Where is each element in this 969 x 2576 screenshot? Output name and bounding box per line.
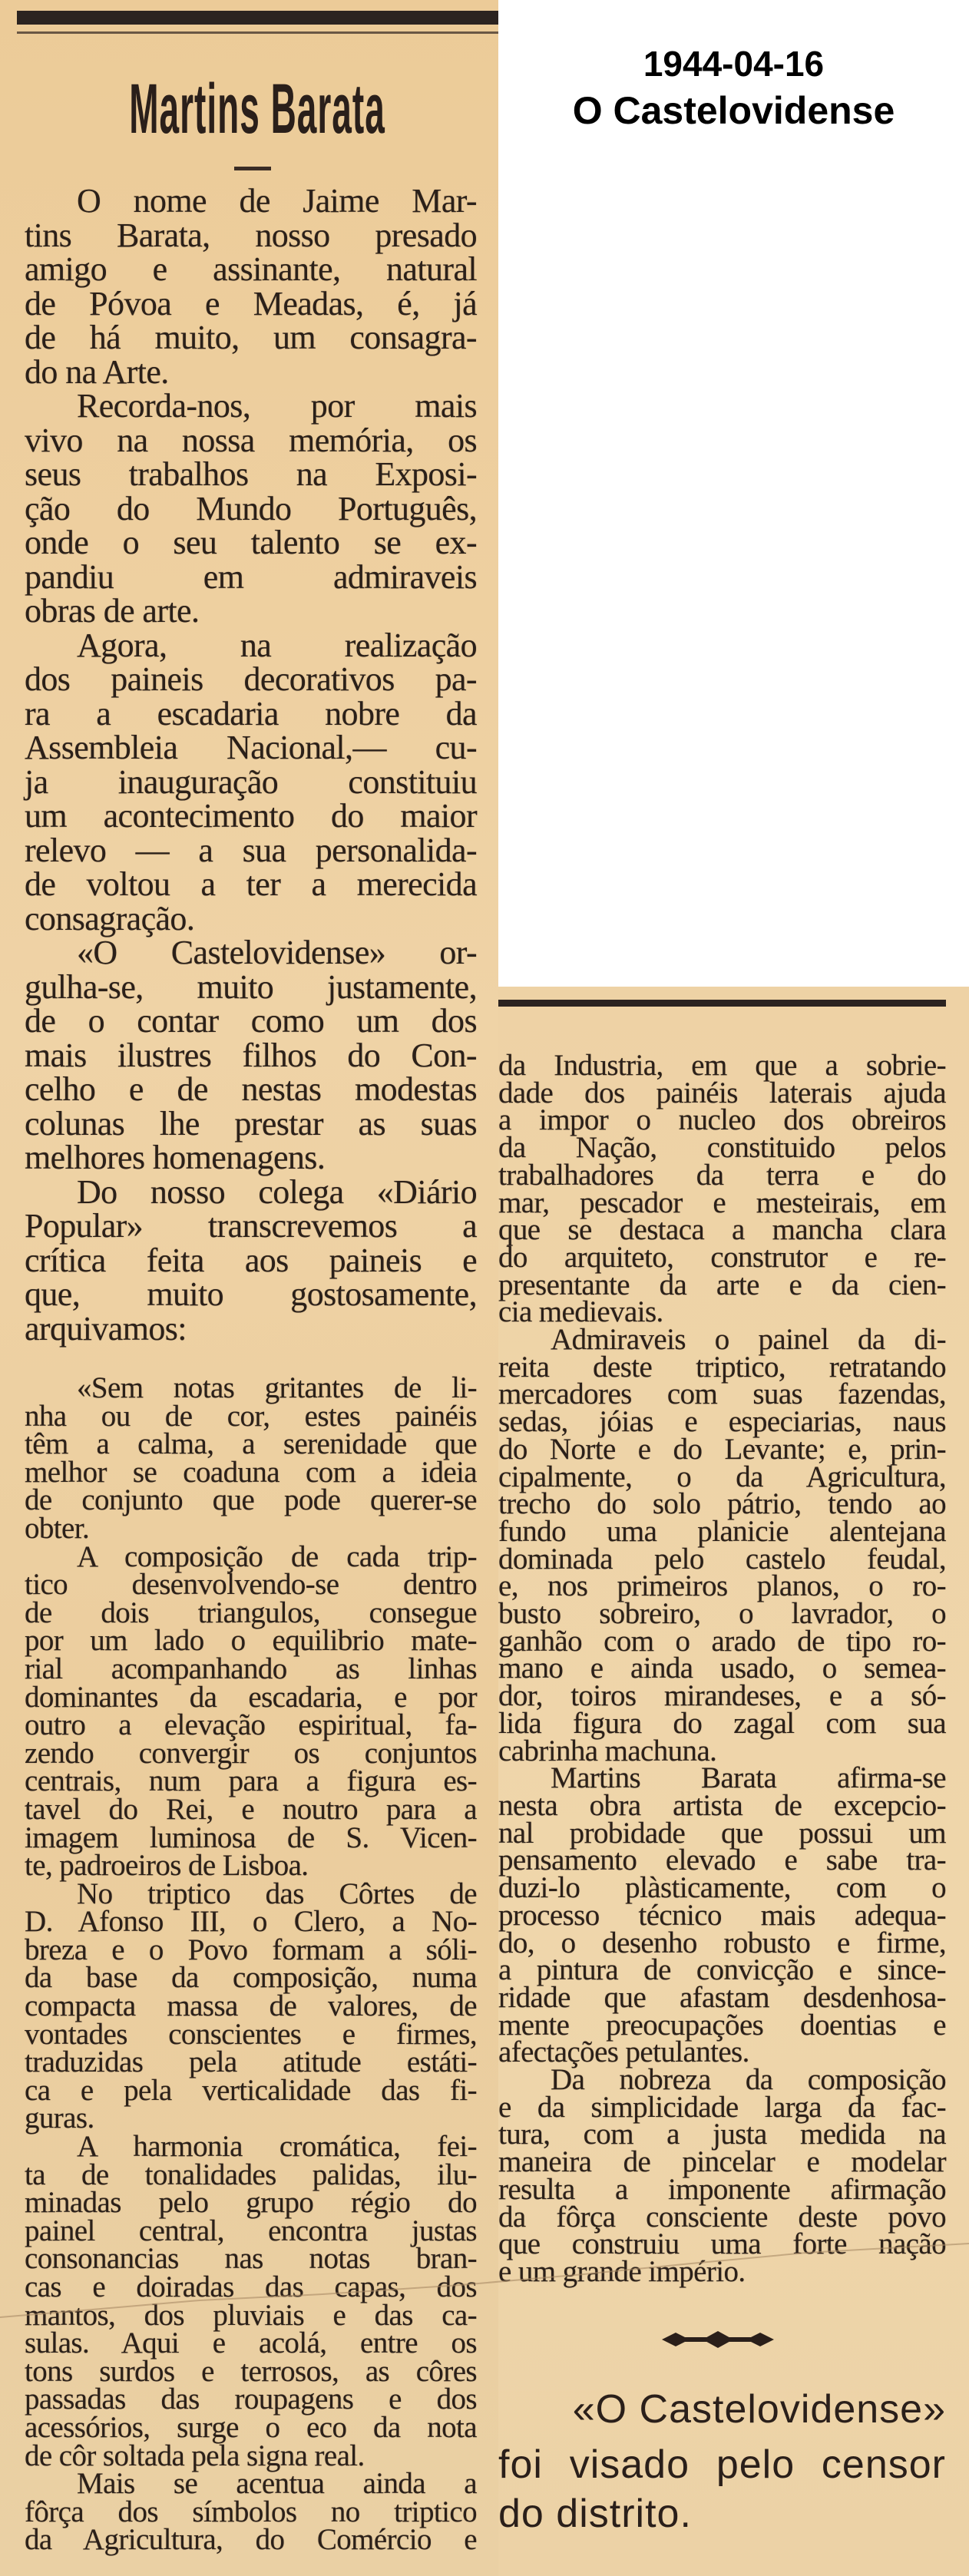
publication-name: O Castelovidense [572,89,895,132]
text-line: No triptico das Côrtes de [77,1877,477,1910]
quoted-review-left-column [25,1371,477,2557]
text-line: dominada pelo castelo feudal, [498,1542,946,1576]
text-line: a impor o nucleo dos obreiros [498,1103,946,1137]
text-line: fundo uma planicie alentejana [498,1514,946,1548]
text-line: de o contar como um dos [25,1002,477,1040]
top-rule [17,11,498,25]
text-line: tura, com a justa medida na [498,2118,946,2151]
text-line: ção do Mundo Português, [25,489,477,527]
text-line: Assembleia Nacional,— cu- [25,729,477,766]
clipping-date: 1944-04-16 [643,44,825,84]
text-line: ridade que afastam desdenhosa- [498,1980,946,2014]
text-line: «O Castelovidense» or- [77,934,477,971]
paragraph [25,626,477,937]
text-line: onde o seu talento se ex- [25,524,477,561]
text-line: cipalmente, o da Agricultura, [498,1460,946,1493]
text-line: que, muito gostosamente, [25,1275,477,1313]
paragraph [498,1049,946,1329]
censor-notice-line: do distrito. [498,2492,692,2536]
text-line: relevo — a sua personalida- [25,831,477,869]
text-line: obras de arte. [25,592,200,630]
text-line: tavel do Rei, e noutro para a [25,1792,477,1826]
text-line: imagem luminosa de S. Vicen- [25,1820,477,1854]
text-line: pandiu em admiraveis [25,557,477,596]
censor-notice-line: foi visado pelo censor [498,2442,946,2487]
paragraph [25,1172,477,1348]
text-line: tins Barata, nosso presado [25,216,477,254]
text-line: processo técnico mais adequa- [498,1898,946,1932]
text-line: painel central, encontra justas [25,2214,477,2247]
text-line: mercadores com suas fazendas, [498,1377,946,1411]
text-line: de há muito, um consagra- [25,319,477,356]
text-line: de conjunto que pode querer-se [25,1483,477,1517]
text-line: e da simplicidade larga da fac- [498,2090,946,2124]
article-title: Martins Barata [129,70,385,148]
text-line: trecho do solo pátrio, tendo ao [498,1487,946,1521]
text-line: mano e ainda usado, o semea- [498,1652,946,1685]
text-line: «Sem notas gritantes de li- [77,1371,477,1404]
text-line: mais ilustres filhos do Con- [25,1036,477,1074]
text-line: arquivamos: [25,1309,187,1348]
text-line: vivo na nossa memória, os [25,421,477,459]
text-line: ta de tonalidades palidas, ilu- [25,2158,477,2191]
text-line: que construiu uma forte nação [498,2227,946,2261]
text-line: busto sobreiro, o lavrador, o [498,1597,946,1631]
text-line: por um lado o equilibrio mate- [25,1624,477,1658]
text-line: te, padroeiros de Lisboa. [25,1849,309,1883]
text-line: Martins Barata afirma-se [551,1761,946,1795]
text-line: rial acompanhando as linhas [25,1652,477,1685]
text-line: presentante da arte e da cien- [498,1268,946,1301]
text-line: da fôrça consciente deste povo [498,2200,946,2234]
text-line: cia medievais. [498,1295,663,1329]
text-line: mantos, dos pluviais e das ca- [25,2298,477,2332]
text-line: do na Arte. [25,352,169,391]
text-line: sedas, jóias e especiarias, naus [498,1405,946,1439]
text-line: da Agricultura, do Comércio e [25,2523,477,2557]
text-line: compacta massa de valores, de [25,1989,477,2023]
text-line: nha ou de cor, estes painéis [25,1399,477,1433]
text-line: mar, pescador e mesteirais, em [498,1185,946,1219]
paragraph [25,2467,477,2557]
text-line: da Nação, constituido pelos [498,1131,946,1165]
text-line: seus trabalhos na Exposi- [25,455,477,493]
text-line: ja inauguração constituiu [25,762,477,801]
text-line: O nome de Jaime Mar- [77,182,477,220]
text-line: de côr soltada pela signa real. [25,2439,365,2472]
text-line: do Norte e do Levante; e, prin- [498,1432,946,1466]
text-line: Popular» transcrevemos a [25,1207,477,1245]
text-line: resulta a imponente afirmação [498,2172,946,2206]
text-line: crítica feita aos paineis e [25,1241,477,1279]
right-column-rule [498,1000,946,1007]
article-intro-column [25,184,477,1346]
text-line: fôrça dos símbolos no triptico [25,2495,477,2528]
text-line: lida figura do zagal com sua [498,1706,946,1740]
text-line: traduzidas pela atitude estáti- [25,2045,477,2079]
text-line: trabalhadores da terra e do [498,1158,946,1192]
text-line: zendo convergir os conjuntos [25,1736,477,1770]
paragraph [25,184,477,389]
title-divider [234,167,271,170]
text-line: afectações petulantes. [498,2035,749,2069]
ornament-divider-icon [660,2328,776,2351]
text-line: dos paineis decorativos pa- [25,660,477,698]
paragraph [498,1323,946,1767]
text-line: e um grande império. [498,2254,746,2288]
paragraph [25,936,477,1176]
paragraph [25,1371,477,1545]
text-line: outro a elevação espiritual, fa- [25,1708,477,1742]
text-line: Mais se acentua ainda a [77,2467,477,2501]
text-line: dade dos painéis laterais ajuda [498,1076,946,1109]
paper-crease [0,2227,969,2319]
text-line: melhor se coaduna com a ideia [25,1455,477,1489]
text-line: nal probidade que possui um [498,1816,946,1850]
text-line: Recorda-nos, por mais [77,387,477,425]
top-thin-rule [17,31,498,34]
text-line: passadas das roupagens e dos [25,2383,477,2416]
text-line: mente preocupações doentias e [498,2008,946,2042]
text-line: centrais, num para a figura es- [25,1764,477,1798]
text-line: reita deste triptico, retratando [498,1350,946,1384]
text-line: de Póvoa e Meadas, é, já [25,284,477,322]
paragraph [25,389,477,629]
text-line: maneira de pincelar e modelar [498,2145,946,2179]
text-line: vontades conscientes e firmes, [25,2017,477,2051]
text-line: consonancias nas notas bran- [25,2242,477,2276]
text-line: melhores homenagens. [25,1139,326,1176]
text-line: colunas lhe prestar as suas [25,1104,477,1143]
text-line: ca e pela verticalidade das fi- [25,2073,477,2107]
text-line: tico desenvolvendo-se dentro [25,1568,477,1602]
text-line: ganhão com o arado de tipo ro- [498,1624,946,1658]
text-line: breza e o Povo formam a sóli- [25,1933,477,1966]
text-line: nesta obra artista de excepcio- [498,1788,946,1822]
text-line: amigo e assinante, natural [25,250,477,288]
text-line: do, o desenho robusto e firme, [498,1926,946,1959]
text-line: Da nobreza da composição [551,2063,946,2097]
text-line: da base da composição, numa [25,1961,477,1995]
text-line: consagração. [25,899,195,937]
text-line: dominantes da escadaria, e por [25,1680,477,1714]
text-line: A composição de cada trip- [77,1539,477,1573]
text-line: da Industria, em que a sobrie- [498,1049,946,1082]
quoted-review-right-column [498,1049,946,2288]
text-line: Do nosso colega «Diário [77,1172,477,1211]
text-line: cas e doiradas das capas, dos [25,2270,477,2303]
text-line: ra a escadaria nobre da [25,694,477,732]
text-line: gulha-se, muito justamente, [25,967,477,1006]
text-line: de dois triangulos, consegue [25,1596,477,1629]
text-line: sulas. Aqui e acolá, entre os [25,2326,477,2360]
text-line: um acontecimento do maior [25,797,477,835]
text-line: D. Afonso III, o Clero, a No- [25,1905,477,1939]
text-line: acessórios, surge o eco da nota [25,2410,477,2444]
text-line: dor, toiros mirandeses, e a só- [498,1679,946,1713]
text-line: obter. [25,1511,90,1545]
text-line: tons surdos e terrosos, as côres [25,2354,477,2388]
text-line: do arquiteto, construtor e re- [498,1240,946,1274]
text-line: Agora, na realização [77,626,477,664]
text-line: celho e de nestas modestas [25,1070,477,1108]
text-line: guras. [25,2101,94,2135]
text-line: duzi-lo plàsticamente, com o [498,1871,946,1905]
paragraph [498,1761,946,2069]
text-line: pensamento elevado e sabe tra- [498,1844,946,1877]
text-line: cabrinha machuna. [498,1734,717,1767]
text-line: minadas pelo grupo régio do [25,2186,477,2220]
censor-notice-line: «O Castelovidense» [572,2387,946,2432]
text-line: têm a calma, a serenidade que [25,1427,477,1461]
text-line: que se destaca a mancha clara [498,1213,946,1247]
text-line: e, nos primeiros planos, o ro- [498,1569,946,1603]
text-line: de voltou a ter a merecida [25,865,477,903]
paragraph [25,1877,477,2135]
text-line: A harmonia cromática, fei- [77,2130,477,2164]
text-line: Admiraveis o painel da di- [551,1323,946,1357]
paragraph [25,1539,477,1883]
text-line: a pintura de convicção e since- [498,1953,946,1987]
